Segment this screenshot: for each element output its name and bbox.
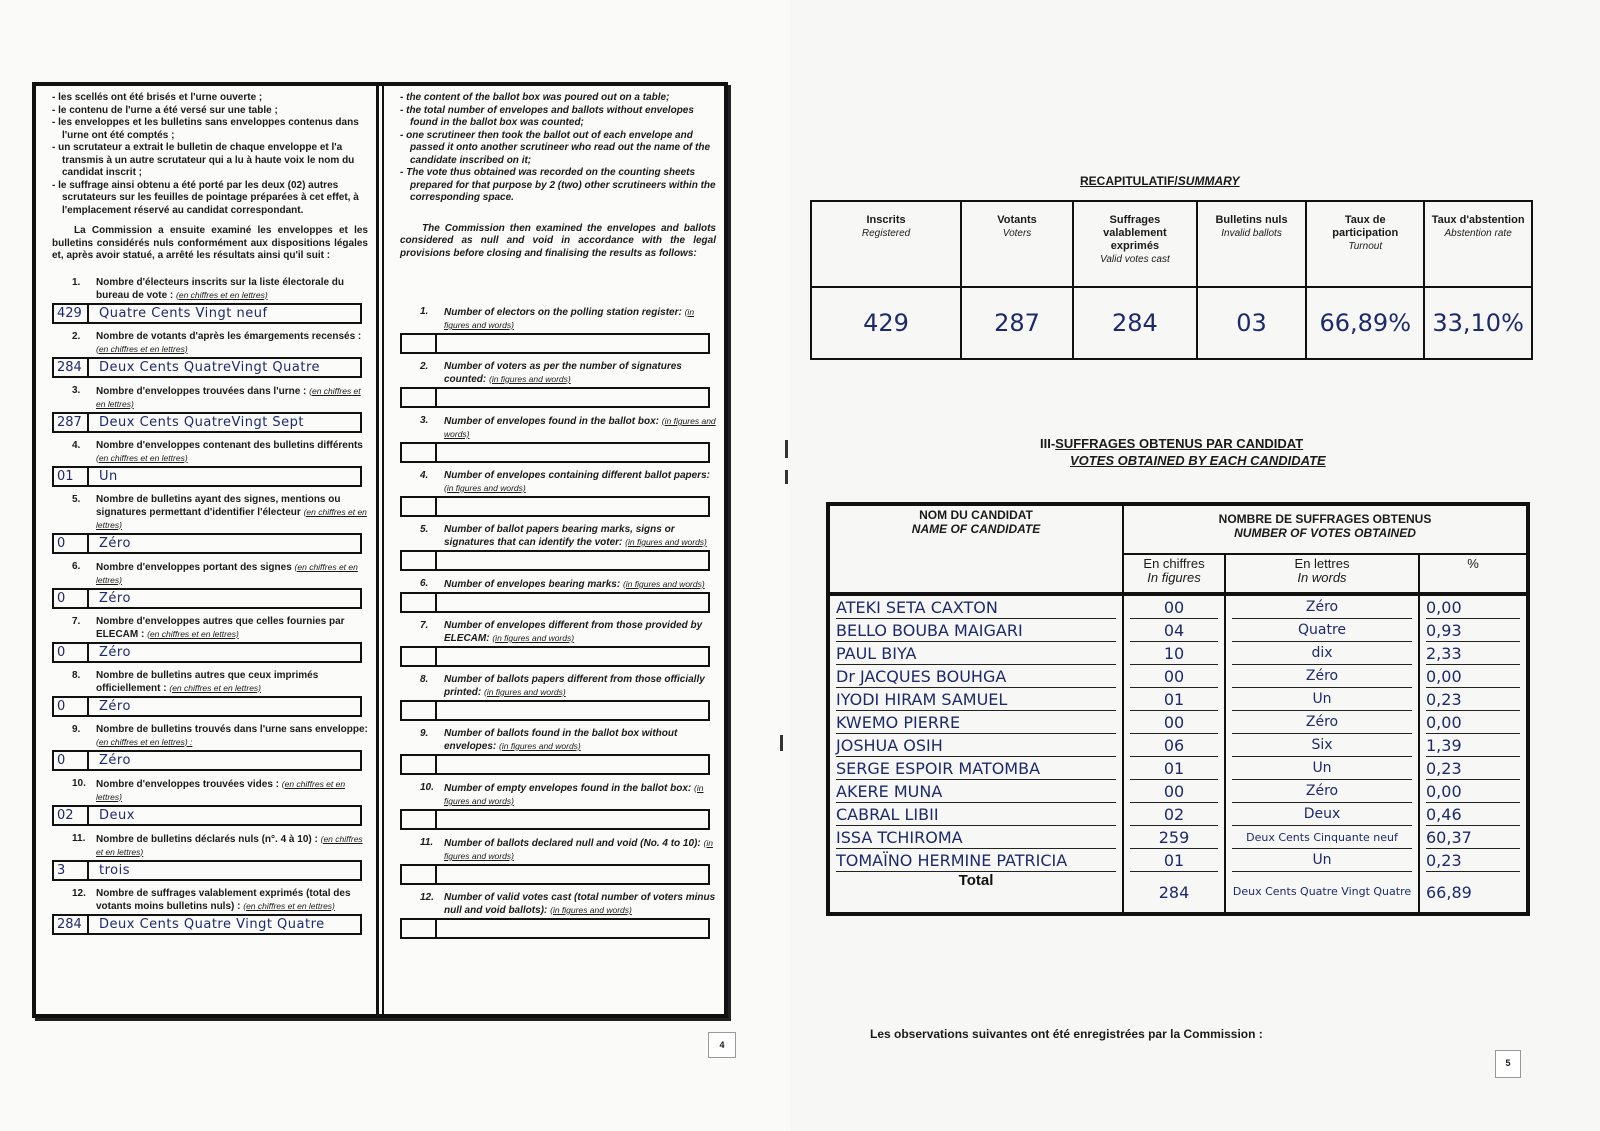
en-bullet: - the content of the ballot box was poured out on a table; <box>400 92 670 103</box>
answer-field-empty[interactable] <box>400 864 710 885</box>
candidate-name: BELLO BOUBA MAIGARI <box>836 620 1116 642</box>
item-hint: (en chiffres et en lettres) <box>96 833 363 857</box>
en-bullet: - one scrutineer then took the ballot out of each envelope and passed it onto another scrutineer who read out the name of the candidate inscribed on it; <box>400 129 711 166</box>
item-label: Number of envelopes bearing marks: <box>444 579 621 590</box>
item-label: Nombre d'enveloppes trouvées dans l'urne : <box>96 385 307 397</box>
fr-items <box>52 277 368 935</box>
candidate-pct: 0,00 <box>1426 712 1520 734</box>
candidate-figures: 10 <box>1130 643 1218 665</box>
candidate-pct: 0,23 <box>1426 758 1520 780</box>
en-item-9 <box>400 728 716 775</box>
item-hint: (en chiffres et en lettres) <box>243 900 335 911</box>
en-bullet: - The vote thus obtained was recorded on the counting sheets prepared for that purpose by 2 (two) other scrutineers within the corresponding space. <box>400 167 716 203</box>
candidate-name: Dr JACQUES BOUHGA <box>836 666 1116 688</box>
candidate-pct: 60,37 <box>1426 827 1520 849</box>
item-number: 11. <box>72 832 86 844</box>
candidate-name: SERGE ESPOIR MATOMBA <box>836 758 1116 780</box>
en-item-4 <box>400 470 716 517</box>
item-hint: (in figures and words) <box>484 687 566 697</box>
summary-col-invalid-ballots: Bulletins nuls Invalid ballots <box>1197 201 1306 287</box>
candidate-name: AKERE MUNA <box>836 781 1116 803</box>
candidate-figures: 01 <box>1130 758 1218 780</box>
summary-title-en: SUMMARY <box>1177 174 1240 188</box>
answer-field[interactable] <box>52 914 362 935</box>
candidate-words: Deux Cents Cinquante neuf <box>1232 827 1412 849</box>
candidate-name: CABRAL LIBII <box>836 804 1116 826</box>
fr-bullet: - les scellés ont été brisés et l'urne ouverte ; <box>52 92 263 103</box>
header-in-words: En lettres In words <box>1225 554 1419 594</box>
item-number: 3. <box>420 415 429 426</box>
invalid-ballots-value: 03 <box>1197 287 1306 359</box>
candidate-words: Quatre <box>1232 620 1412 642</box>
answer-field-empty[interactable] <box>400 809 710 830</box>
item-hint: (in figures and words) <box>492 633 575 643</box>
candidate-row <box>828 803 1528 826</box>
candidate-figures: 01 <box>1130 850 1218 872</box>
item-hint: (en chiffres et en lettres) <box>96 778 346 802</box>
header-in-figures: En chiffres In figures <box>1123 554 1225 594</box>
en-paragraph: The Commission then examined the envelopes and ballots considered as null and void in accordance with the legal provisions before closing and finalising the results as follows: <box>400 222 716 259</box>
section-title <box>1040 435 1326 469</box>
candidate-figures: 259 <box>1130 827 1218 849</box>
item-number: 4. <box>420 470 429 481</box>
item-label: Nombre d'électeurs inscrits sur la liste électorale du bureau de vote : <box>96 276 345 301</box>
figures-value: 0 <box>54 698 89 715</box>
summary-value-row <box>811 287 1532 359</box>
item-hint: (in figures and words) <box>499 741 581 751</box>
fr-item-12 <box>52 888 368 935</box>
voters-value: 287 <box>961 287 1073 359</box>
gutter-mark <box>785 470 788 484</box>
item-label: Nombre de suffrages valablement exprimés (total des votants moins bulletins nuls) : <box>96 887 351 912</box>
candidates-table <box>826 502 1530 916</box>
en-items <box>400 306 716 939</box>
candidate-name: TOMAÏNO HERMINE PATRICIA <box>836 850 1116 872</box>
item-label: Number of envelopes found in the ballot box: <box>444 416 660 427</box>
candidate-words: Un <box>1232 850 1412 872</box>
item-label: Number of ballot papers bearing marks, signs or signatures that can identify the voter: <box>444 524 675 548</box>
item-label: Number of voters as per the number of signatures counted: <box>444 361 682 385</box>
item-label: Nombre d'enveloppes trouvées vides : <box>96 778 279 790</box>
item-hint: (in figures and words) <box>489 374 571 384</box>
fr-item-3 <box>52 385 368 433</box>
item-number: 3. <box>72 384 81 396</box>
candidate-pct: 0,23 <box>1426 850 1520 872</box>
fr-item-7 <box>52 616 368 663</box>
total-figures: 284 <box>1123 872 1225 914</box>
fr-item-11 <box>52 833 368 881</box>
candidate-pct: 1,39 <box>1426 735 1520 757</box>
summary-col-valid-votes: Suffrages valablement exprimés Valid votes cast <box>1073 201 1197 287</box>
en-item-1 <box>400 306 716 354</box>
item-label: Nombre de bulletins ayant des signes, mentions ou signatures permettant d'identifier l'électeur <box>96 493 341 518</box>
item-hint: (en chiffres et en lettres) <box>96 343 188 354</box>
en-item-10 <box>400 782 716 830</box>
fr-item-1 <box>52 277 368 324</box>
en-item-5 <box>400 524 716 571</box>
fr-item-6 <box>52 561 368 609</box>
candidate-row <box>828 780 1528 803</box>
item-number: 9. <box>72 723 81 735</box>
answer-field-empty[interactable] <box>400 442 710 463</box>
figures-value: 287 <box>54 414 89 431</box>
english-column <box>382 86 724 1014</box>
item-number: 12. <box>72 887 86 899</box>
summary-col-registered: Inscrits Registered <box>811 201 961 287</box>
item-hint: (in figures and words) <box>444 838 713 861</box>
item-number: 1. <box>420 306 429 317</box>
candidate-words: Zéro <box>1232 712 1412 734</box>
figures-value: 0 <box>54 752 89 769</box>
gutter-mark <box>785 440 788 458</box>
candidate-figures: 00 <box>1130 781 1218 803</box>
item-hint: (en chiffres et en lettres) <box>147 628 239 639</box>
candidate-figures: 04 <box>1130 620 1218 642</box>
answer-field-empty[interactable] <box>400 550 710 571</box>
candidate-name: KWEMO PIERRE <box>836 712 1116 734</box>
words-value: Zéro <box>99 535 131 551</box>
answer-field[interactable] <box>52 642 362 663</box>
candidate-pct: 0,00 <box>1426 597 1520 619</box>
item-hint: (en chiffres et en lettres) : <box>96 736 193 747</box>
fr-item-2 <box>52 331 368 378</box>
fr-bullet: - le contenu de l'urne a été versé sur une table ; <box>52 104 278 116</box>
observations-label: Les observations suivantes ont été enregistrées par la Commission : <box>870 1027 1263 1041</box>
candidate-row <box>828 665 1528 688</box>
answer-field[interactable] <box>52 805 362 826</box>
en-item-2 <box>400 361 716 408</box>
candidate-figures: 00 <box>1130 712 1218 734</box>
summary-title <box>1080 174 1240 188</box>
candidate-pct: 0,46 <box>1426 804 1520 826</box>
words-value: Zéro <box>99 752 131 768</box>
answer-field[interactable] <box>52 303 362 324</box>
item-number: 4. <box>72 439 81 451</box>
candidate-figures: 02 <box>1130 804 1218 826</box>
fr-bullet: - le suffrage ainsi obtenu a été porté par les deux (02) autres scrutateurs sur les feuilles de pointage préparées à cet effet, à l'emplacement réservé au candidat correspondant. <box>52 179 359 216</box>
item-number: 5. <box>72 493 81 505</box>
words-value: Deux Cents QuatreVingt Sept <box>99 414 305 430</box>
answer-field-empty[interactable] <box>400 333 710 354</box>
words-value: Deux Cents QuatreVingt Quatre <box>99 359 321 375</box>
item-number: 8. <box>72 669 81 681</box>
figures-value: 02 <box>54 807 89 824</box>
words-value: Deux <box>99 807 135 823</box>
fr-bullet: - les enveloppes et les bulletins sans enveloppes contenus dans l'urne ont été comptés ; <box>52 117 359 141</box>
candidate-row <box>828 619 1528 642</box>
item-number: 6. <box>72 560 81 572</box>
item-label: Nombre d'enveloppes portant des signes <box>96 561 292 573</box>
item-label: Nombre d'enveloppes autres que celles fournies par ELECAM : <box>96 615 345 640</box>
answer-field[interactable] <box>52 357 362 378</box>
summary-table <box>810 200 1533 360</box>
answer-field[interactable] <box>52 533 362 554</box>
total-row <box>828 872 1528 914</box>
item-hint: (in figures and words) <box>444 307 695 330</box>
candidate-row <box>828 734 1528 757</box>
words-value: Un <box>99 468 118 484</box>
answer-field-empty[interactable] <box>400 700 710 721</box>
candidate-name: PAUL BIYA <box>836 643 1116 665</box>
page-number-right: 5 <box>1495 1050 1521 1078</box>
item-label: Number of ballots papers different from those officially printed: <box>444 674 705 698</box>
candidate-words: dix <box>1232 643 1412 665</box>
en-item-7 <box>400 620 716 667</box>
fr-paragraph: La Commission a ensuite examiné les enveloppes et les bulletins considérés nuls conformément aux dispositions légales et, après avoir statué, a arrêté les résultats ainsi qu'il suit : <box>52 225 368 261</box>
item-label: Nombre de bulletins déclarés nuls (n°. 4 à 10) : <box>96 833 318 845</box>
item-number: 12. <box>420 892 434 903</box>
item-number: 8. <box>420 674 429 685</box>
figures-value: 284 <box>54 359 89 376</box>
answer-field-empty[interactable] <box>400 646 710 667</box>
candidate-figures: 00 <box>1130 666 1218 688</box>
item-hint: (in figures and words) <box>622 579 705 589</box>
candidate-words: Zéro <box>1232 597 1412 619</box>
item-label: Nombre de votants d'après les émargements recensés : <box>96 330 362 342</box>
candidate-name: IYODI HIRAM SAMUEL <box>836 689 1116 711</box>
words-value: trois <box>99 862 130 878</box>
candidate-name: JOSHUA OSIH <box>836 735 1116 757</box>
item-label: Number of valid votes cast (total number of voters minus null and void ballots): <box>444 892 716 916</box>
candidate-pct: 0,23 <box>1426 689 1520 711</box>
fr-item-4 <box>52 440 368 487</box>
en-item-8 <box>400 674 716 721</box>
header-candidate-name: NOM DU CANDIDAT NAME OF CANDIDATE <box>828 504 1123 594</box>
candidate-words: Six <box>1232 735 1412 757</box>
item-number: 7. <box>420 620 429 631</box>
candidate-pct: 0,93 <box>1426 620 1520 642</box>
figures-value: 0 <box>54 535 89 552</box>
item-number: 2. <box>420 361 429 372</box>
answer-field[interactable] <box>52 412 362 433</box>
item-hint: (in figures and words) <box>444 783 704 806</box>
summary-col-turnout: Taux de participation Turnout <box>1306 201 1424 287</box>
candidate-words: Deux <box>1232 804 1412 826</box>
en-item-12 <box>400 892 716 939</box>
candidate-row <box>828 849 1528 872</box>
left-page <box>0 0 790 1131</box>
en-bullet: - the total number of envelopes and ballots without envelopes found in the ballot box was counted; <box>400 104 694 128</box>
answer-field[interactable] <box>52 860 362 881</box>
candidate-words: Zéro <box>1232 666 1412 688</box>
item-label: Number of electors on the polling station register: <box>444 307 682 318</box>
item-hint: (en chiffres et en lettres) <box>96 506 367 530</box>
item-number: 2. <box>72 330 81 342</box>
registered-value: 429 <box>811 287 961 359</box>
answer-field[interactable] <box>52 750 362 771</box>
item-hint: (in figures and words) <box>625 537 707 547</box>
candidate-words: Un <box>1232 689 1412 711</box>
answer-field-empty[interactable] <box>400 754 710 775</box>
gutter-mark <box>780 735 783 751</box>
candidate-row <box>828 711 1528 734</box>
item-label: Nombre de bulletins trouvés dans l'urne sans enveloppe: <box>96 723 368 735</box>
en-item-6 <box>400 578 716 613</box>
item-number: 1. <box>72 276 81 288</box>
item-number: 10. <box>72 777 86 789</box>
fr-bullet: - un scrutateur a extrait le bulletin de chaque enveloppe et l'a transmis à un autre scrutateur qui a lu à haute voix le nom du candidat inscrit ; <box>52 142 355 178</box>
candidate-words: Zéro <box>1232 781 1412 803</box>
item-label: Number of empty envelopes found in the ballot box: <box>444 783 692 794</box>
item-number: 6. <box>420 578 429 589</box>
candidate-name: ATEKI SETA CAXTON <box>836 597 1116 619</box>
item-hint: (in figures and words) <box>444 483 526 493</box>
item-hint: (en chiffres et en lettres) <box>96 385 361 409</box>
item-hint: (in figures and words) <box>444 416 716 439</box>
section-title-en: VOTES OBTAINED BY EACH CANDIDATE <box>1070 453 1326 468</box>
item-label: Number of envelopes different from those provided by ELECAM: <box>444 620 703 644</box>
total-pct: 66,89 <box>1419 872 1528 914</box>
fr-item-5 <box>52 494 368 554</box>
summary-col-voters: Votants Voters <box>961 201 1073 287</box>
valid-votes-value: 284 <box>1073 287 1197 359</box>
abstention-value: 33,10% <box>1424 287 1532 359</box>
candidate-figures: 06 <box>1130 735 1218 757</box>
item-hint: (en chiffres et en lettres) <box>96 561 358 585</box>
candidate-name: ISSA TCHIROMA <box>836 827 1116 849</box>
answer-field-empty[interactable] <box>400 387 710 408</box>
figures-value: 284 <box>54 916 89 933</box>
answer-field-empty[interactable] <box>400 592 710 613</box>
candidate-figures: 01 <box>1130 689 1218 711</box>
item-label: Number of envelopes containing different ballot papers: <box>444 470 710 481</box>
item-number: 11. <box>420 837 434 848</box>
total-words: Deux Cents Quatre Vingt Quatre <box>1225 872 1419 914</box>
en-item-3 <box>400 415 716 463</box>
candidate-figures: 00 <box>1130 597 1218 619</box>
words-value: Zéro <box>99 644 131 660</box>
item-hint: (en chiffres et en lettres) <box>176 289 268 300</box>
page-number-left: 4 <box>708 1032 736 1058</box>
figures-value: 01 <box>54 468 89 485</box>
answer-field-empty[interactable] <box>400 918 710 939</box>
section-prefix: III- <box>1040 436 1056 451</box>
figures-value: 0 <box>54 644 89 661</box>
figures-value: 3 <box>54 862 89 879</box>
header-percent: % <box>1419 554 1528 594</box>
fr-item-9 <box>52 724 368 771</box>
summary-col-abstention: Taux d'abstention Abstention rate <box>1424 201 1532 287</box>
item-number: 7. <box>72 615 81 627</box>
header-votes-obtained: NOMBRE DE SUFFRAGES OBTENUS NUMBER OF VOTES OBTAINED <box>1123 504 1528 554</box>
turnout-value: 66,89% <box>1306 287 1424 359</box>
item-hint: (en chiffres et en lettres) <box>169 682 262 693</box>
total-label: Total <box>828 872 1123 914</box>
french-column <box>36 86 379 1014</box>
words-value: Zéro <box>99 590 131 606</box>
fr-item-8 <box>52 670 368 717</box>
candidate-row <box>828 594 1528 619</box>
words-value: Deux Cents Quatre Vingt Quatre <box>99 916 325 932</box>
candidate-row <box>828 757 1528 780</box>
item-label: Nombre de bulletins autres que ceux imprimés officiellement : <box>96 669 319 694</box>
candidate-pct: 2,33 <box>1426 643 1520 665</box>
item-number: 5. <box>420 524 429 535</box>
section-title-fr: SUFFRAGES OBTENUS PAR CANDIDAT <box>1055 436 1304 451</box>
item-hint: (en chiffres et en lettres) <box>96 452 188 463</box>
answer-field[interactable] <box>52 588 362 609</box>
answer-field[interactable] <box>52 696 362 717</box>
candidate-pct: 0,00 <box>1426 666 1520 688</box>
candidate-row <box>828 642 1528 665</box>
item-label: Number of ballots declared null and void (No. 4 to 10): <box>444 838 701 849</box>
item-number: 9. <box>420 728 429 739</box>
candidate-row <box>828 826 1528 849</box>
results-form-frame <box>32 82 728 1018</box>
candidate-pct: 0,00 <box>1426 781 1520 803</box>
item-label: Nombre d'enveloppes contenant des bulletins différents <box>96 439 363 451</box>
item-hint: (in figures and words) <box>550 905 632 915</box>
figures-value: 0 <box>54 590 89 607</box>
fr-item-10 <box>52 778 368 826</box>
figures-value: 429 <box>54 305 89 322</box>
words-value: Zéro <box>99 698 131 714</box>
answer-field[interactable] <box>52 466 362 487</box>
item-label: Number of ballots found in the ballot box without envelopes: <box>444 728 678 752</box>
summary-header-row <box>811 201 1532 287</box>
candidate-words: Un <box>1232 758 1412 780</box>
en-item-11 <box>400 837 716 885</box>
answer-field-empty[interactable] <box>400 496 710 517</box>
summary-title-fr: RECAPITULATIF/ <box>1080 174 1178 188</box>
candidate-row <box>828 688 1528 711</box>
item-number: 10. <box>420 782 434 793</box>
words-value: Quatre Cents Vingt neuf <box>99 305 268 321</box>
